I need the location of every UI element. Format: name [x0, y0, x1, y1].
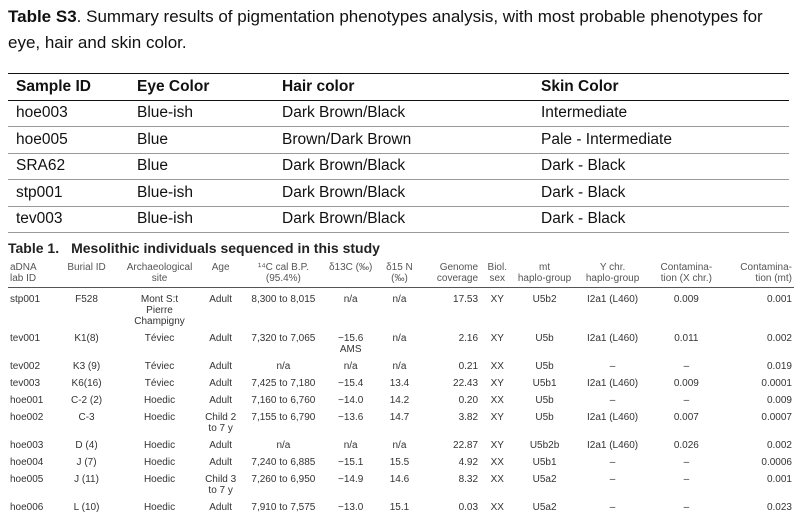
c14-cal-bp-cell: 7,260 to 6,950: [251, 474, 316, 485]
contamination-x-chr-cell: 0.011: [674, 333, 699, 344]
biol-sex-cell: XY: [490, 294, 504, 305]
biol-sex-cell: XY: [490, 440, 504, 451]
genome-coverage-cell: 22.43: [453, 378, 479, 389]
table-row: [8, 471, 794, 499]
contamination-mt-cell: 0.023: [766, 502, 792, 513]
archaeological-site-cell: Hoedic: [143, 412, 176, 423]
biol-sex-cell: XX: [490, 457, 504, 468]
delta13c-cell: −14.9: [338, 474, 364, 485]
table-row: [8, 153, 789, 180]
hair-color-cell: Dark Brown/Black: [274, 153, 533, 180]
age-cell: Adult: [209, 294, 233, 305]
contamination-x-chr-cell: –: [683, 395, 690, 406]
archaeological-site-cell: Téviec: [144, 361, 175, 372]
c14-cal-bp-cell: 7,320 to 7,065: [251, 333, 316, 344]
table-row: [8, 100, 789, 127]
table-row: [8, 330, 794, 358]
archaeological-site-cell: Mont S:t Pierre Champigny: [134, 294, 185, 327]
hair-color-cell: Dark Brown/Black: [274, 180, 533, 207]
archaeological-site-cell: Téviec: [144, 378, 175, 389]
adna-lab-id-cell: hoe004: [10, 457, 44, 468]
mt-haplogroup-cell: U5b: [535, 361, 554, 372]
skin-color-cell: Dark - Black: [533, 180, 789, 207]
y-chr-haplogroup-cell: I2a1 (L460): [586, 412, 639, 423]
table-1-label: Table 1.: [8, 240, 60, 256]
contamination-mt-cell: 0.0007: [761, 412, 792, 423]
archaeological-site-cell: Hoedic: [143, 395, 176, 406]
table-row: [8, 409, 794, 437]
adna-lab-id-cell: tev001: [10, 333, 41, 344]
sample-id-cell: hoe003: [8, 100, 129, 127]
contamination-x-chr-cell: –: [683, 474, 690, 485]
hair-color-cell: Dark Brown/Black: [274, 100, 533, 127]
mt-haplogroup-cell: U5b: [535, 395, 554, 406]
mt-haplogroup-cell: U5a2: [532, 474, 557, 485]
column-header-skin-color: Skin Color: [533, 74, 789, 101]
adna-lab-id-cell: tev002: [10, 361, 41, 372]
genome-coverage-cell: 0.20: [458, 395, 479, 406]
column-header-contamination-mt: Contamina- tion (mt): [722, 262, 794, 288]
table-row: [8, 358, 794, 375]
y-chr-haplogroup-cell: I2a1 (L460): [586, 378, 639, 389]
mt-haplogroup-cell: U5a2: [532, 502, 557, 513]
biol-sex-cell: XY: [490, 333, 504, 344]
c14-cal-bp-cell: 7,155 to 6,790: [251, 412, 316, 423]
column-header-archaeological-site: Archaeological site: [118, 262, 200, 288]
genome-coverage-cell: 8.32: [458, 474, 479, 485]
hair-color-cell: Dark Brown/Black: [274, 206, 533, 233]
age-cell: Child 2 to 7 y: [205, 412, 237, 434]
mt-haplogroup-cell: U5b1: [532, 457, 557, 468]
table-1-header-row: [8, 262, 794, 288]
delta15n-cell: n/a: [392, 333, 407, 344]
skin-color-cell: Intermediate: [533, 100, 789, 127]
contamination-x-chr-cell: 0.009: [673, 294, 699, 305]
archaeological-site-cell: Hoedic: [143, 502, 176, 513]
delta13c-cell: −13.6: [338, 412, 364, 423]
contamination-mt-cell: 0.019: [766, 361, 792, 372]
mt-haplogroup-cell: U5b2b: [529, 440, 560, 451]
contamination-x-chr-cell: 0.026: [673, 440, 699, 451]
sample-id-cell: tev003: [8, 206, 129, 233]
column-header-burial-id: Burial ID: [55, 262, 119, 288]
sample-id-cell: hoe005: [8, 127, 129, 154]
burial-id-cell: J (11): [74, 474, 99, 485]
column-header-contamination-x-chr: Contamina- tion (X chr.): [651, 262, 723, 288]
column-header-genome-coverage: Genome coverage: [424, 262, 480, 288]
biol-sex-cell: XY: [490, 378, 504, 389]
sample-id-cell: SRA62: [8, 153, 129, 180]
column-header-c14-cal-bp: ¹⁴C cal B.P. (95.4%): [241, 262, 326, 288]
contamination-mt-cell: 0.0001: [761, 378, 792, 389]
archaeological-site-cell: Hoedic: [143, 440, 176, 451]
eye-color-cell: Blue-ish: [129, 206, 274, 233]
contamination-x-chr-cell: 0.007: [673, 412, 699, 423]
burial-id-cell: C-2 (2): [70, 395, 103, 406]
burial-id-cell: C-3: [78, 412, 95, 423]
y-chr-haplogroup-cell: –: [609, 502, 616, 513]
burial-id-cell: D (4): [75, 440, 98, 451]
burial-id-cell: K6(16): [71, 378, 102, 389]
y-chr-haplogroup-cell: –: [609, 474, 616, 485]
mt-haplogroup-cell: U5b2: [532, 294, 557, 305]
y-chr-haplogroup-cell: –: [609, 361, 616, 372]
c14-cal-bp-cell: 7,160 to 6,760: [251, 395, 316, 406]
age-cell: Child 3 to 7 y: [205, 474, 237, 496]
table-s3-header-row: [8, 74, 789, 101]
age-cell: Adult: [209, 395, 233, 406]
column-header-hair-color: Hair color: [274, 74, 533, 101]
contamination-mt-cell: 0.001: [766, 474, 792, 485]
delta15n-cell: 14.6: [389, 474, 410, 485]
table-row: [8, 375, 794, 392]
adna-lab-id-cell: tev003: [10, 378, 41, 389]
table-1: [8, 262, 794, 516]
delta13c-cell: −14.0: [338, 395, 364, 406]
sample-id-cell: stp001: [8, 180, 129, 207]
y-chr-haplogroup-cell: I2a1 (L460): [586, 294, 639, 305]
burial-id-cell: K3 (9): [72, 361, 101, 372]
eye-color-cell: Blue: [129, 127, 274, 154]
eye-color-cell: Blue: [129, 153, 274, 180]
table-row: [8, 180, 789, 207]
contamination-mt-cell: 0.002: [766, 440, 792, 451]
column-header-mt-haplogroup: mt haplo-group: [514, 262, 574, 288]
contamination-mt-cell: 0.009: [766, 395, 792, 406]
genome-coverage-cell: 0.03: [458, 502, 479, 513]
column-header-eye-color: Eye Color: [129, 74, 274, 101]
age-cell: Adult: [209, 361, 233, 372]
table-s3-label: Table S3: [8, 7, 77, 26]
biol-sex-cell: XX: [490, 502, 504, 513]
table-s3-caption: [8, 4, 788, 56]
column-header-adna-lab-id: aDNA lab ID: [8, 262, 55, 288]
table-row: [8, 127, 789, 154]
delta13c-cell: −15.4: [338, 378, 364, 389]
contamination-x-chr-cell: –: [683, 502, 690, 513]
table-row: [8, 288, 794, 331]
skin-color-cell: Dark - Black: [533, 153, 789, 180]
delta15n-cell: n/a: [392, 294, 407, 305]
column-header-age: Age: [201, 262, 241, 288]
c14-cal-bp-cell: 8,300 to 8,015: [251, 294, 316, 305]
age-cell: Adult: [209, 502, 233, 513]
delta13c-cell: −13.0: [338, 502, 364, 513]
contamination-mt-cell: 0.002: [766, 333, 792, 344]
delta13c-cell: −15.1: [338, 457, 364, 468]
c14-cal-bp-cell: 7,910 to 7,575: [251, 502, 316, 513]
burial-id-cell: K1(8): [74, 333, 99, 344]
contamination-x-chr-cell: –: [683, 361, 690, 372]
table-row: [8, 206, 789, 233]
column-header-biol-sex: Biol. sex: [480, 262, 514, 288]
table-1-title: [8, 240, 380, 256]
hair-color-cell: Brown/Dark Brown: [274, 127, 533, 154]
column-header-delta15n: δ15 N (‰): [375, 262, 423, 288]
delta15n-cell: 14.7: [389, 412, 410, 423]
skin-color-cell: Dark - Black: [533, 206, 789, 233]
mt-haplogroup-cell: U5b: [535, 412, 554, 423]
column-header-delta13c: δ13C (‰): [326, 262, 375, 288]
y-chr-haplogroup-cell: –: [609, 395, 616, 406]
contamination-x-chr-cell: –: [683, 457, 690, 468]
eye-color-cell: Blue-ish: [129, 100, 274, 127]
burial-id-cell: L (10): [73, 502, 100, 513]
c14-cal-bp-cell: 7,425 to 7,180: [251, 378, 316, 389]
genome-coverage-cell: 3.82: [458, 412, 479, 423]
age-cell: Adult: [209, 457, 233, 468]
burial-id-cell: F528: [75, 294, 98, 305]
table-1-title-text: Mesolithic individuals sequenced in this study: [71, 240, 380, 256]
column-header-sample-id: Sample ID: [8, 74, 129, 101]
genome-coverage-cell: 22.87: [453, 440, 479, 451]
c14-cal-bp-cell: n/a: [276, 361, 291, 372]
table-row: [8, 392, 794, 409]
y-chr-haplogroup-cell: I2a1 (L460): [586, 333, 639, 344]
adna-lab-id-cell: hoe001: [10, 395, 44, 406]
archaeological-site-cell: Hoedic: [143, 457, 176, 468]
c14-cal-bp-cell: n/a: [276, 440, 291, 451]
mt-haplogroup-cell: U5b: [535, 333, 554, 344]
table-s3: [8, 73, 789, 233]
delta15n-cell: 13.4: [389, 378, 410, 389]
delta13c-cell: n/a: [343, 440, 358, 451]
archaeological-site-cell: Hoedic: [143, 474, 176, 485]
biol-sex-cell: XX: [490, 395, 504, 406]
adna-lab-id-cell: stp001: [10, 294, 41, 305]
table-s3-caption-text: . Summary results of pigmentation phenotypes analysis, with most probable phenotypes for eye, hair and skin color.: [8, 7, 763, 52]
c14-cal-bp-cell: 7,240 to 6,885: [251, 457, 316, 468]
contamination-mt-cell: 0.001: [766, 294, 792, 305]
delta15n-cell: 15.5: [389, 457, 410, 468]
adna-lab-id-cell: hoe003: [10, 440, 44, 451]
delta15n-cell: 15.1: [389, 502, 410, 513]
biol-sex-cell: XX: [490, 474, 504, 485]
table-row: [8, 437, 794, 454]
delta13c-cell: n/a: [343, 361, 358, 372]
y-chr-haplogroup-cell: –: [609, 457, 616, 468]
eye-color-cell: Blue-ish: [129, 180, 274, 207]
column-header-y-chr-haplogroup: Y chr. haplo-group: [575, 262, 651, 288]
biol-sex-cell: XY: [490, 412, 504, 423]
table-row: [8, 499, 794, 516]
delta15n-cell: n/a: [392, 361, 407, 372]
delta15n-cell: 14.2: [389, 395, 410, 406]
adna-lab-id-cell: hoe006: [10, 502, 44, 513]
age-cell: Adult: [209, 378, 233, 389]
adna-lab-id-cell: hoe005: [10, 474, 44, 485]
adna-lab-id-cell: hoe002: [10, 412, 44, 423]
genome-coverage-cell: 2.16: [458, 333, 479, 344]
genome-coverage-cell: 4.92: [458, 457, 479, 468]
age-cell: Adult: [209, 440, 233, 451]
genome-coverage-cell: 17.53: [453, 294, 479, 305]
archaeological-site-cell: Téviec: [144, 333, 175, 344]
delta13c-cell: −15.6 AMS: [338, 333, 364, 355]
burial-id-cell: J (7): [76, 457, 97, 468]
age-cell: Adult: [209, 333, 233, 344]
contamination-x-chr-cell: 0.009: [673, 378, 699, 389]
genome-coverage-cell: 0.21: [458, 361, 479, 372]
skin-color-cell: Pale - Intermediate: [533, 127, 789, 154]
table-row: [8, 454, 794, 471]
biol-sex-cell: XX: [490, 361, 504, 372]
contamination-mt-cell: 0.0006: [761, 457, 792, 468]
delta13c-cell: n/a: [343, 294, 358, 305]
mt-haplogroup-cell: U5b1: [532, 378, 557, 389]
delta15n-cell: n/a: [392, 440, 407, 451]
y-chr-haplogroup-cell: I2a1 (L460): [586, 440, 639, 451]
